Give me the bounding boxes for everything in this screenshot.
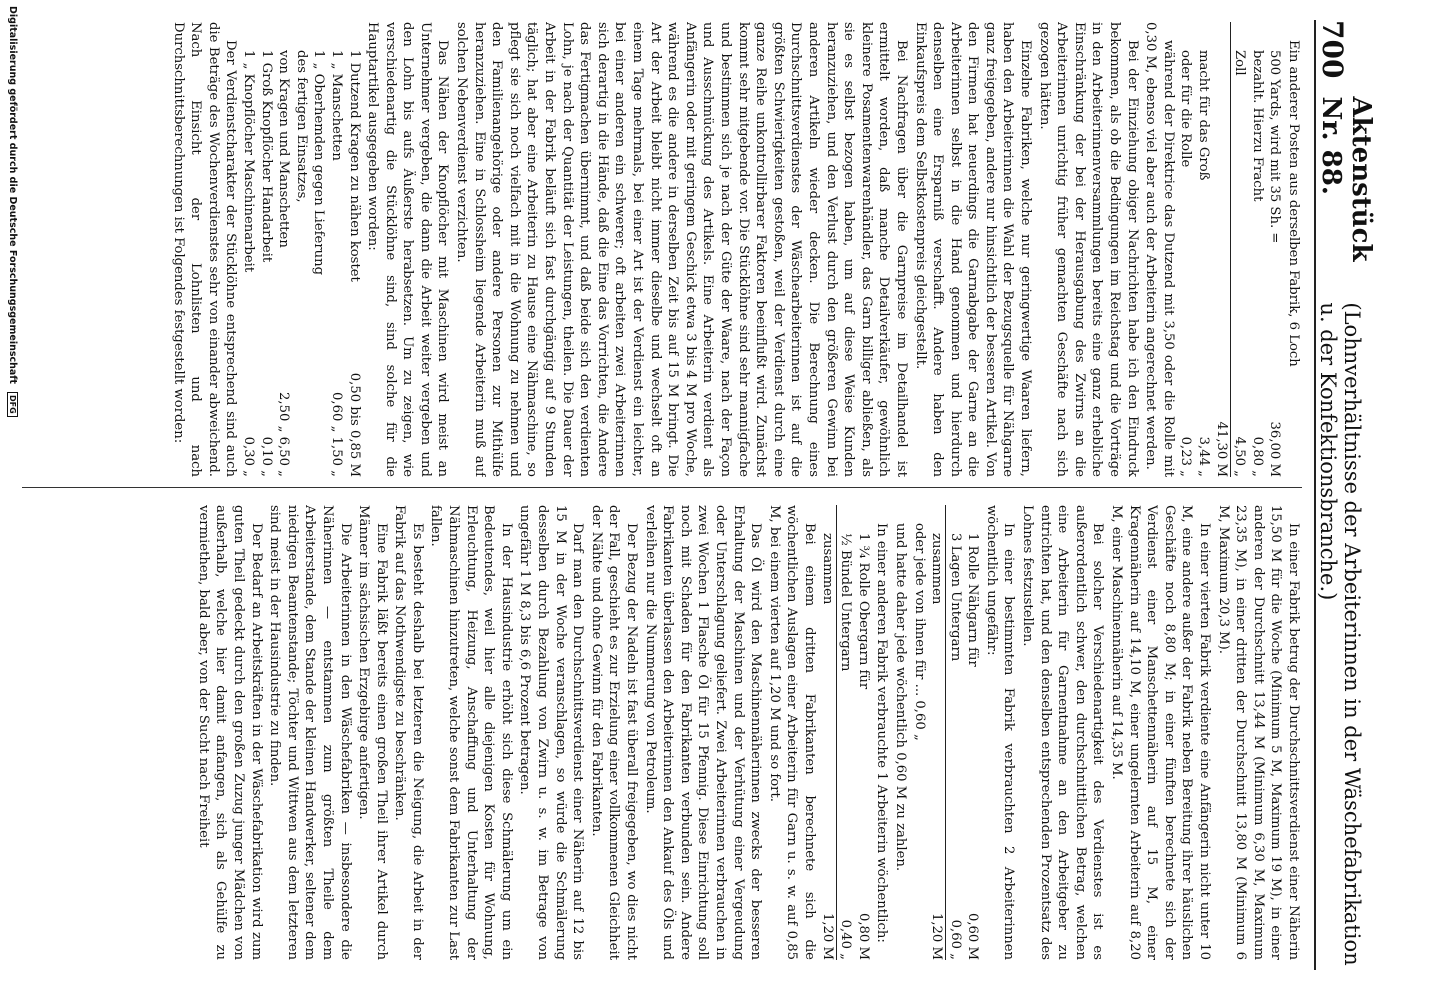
paragraph: Die Arbeiterinnen in den Wäschefabriken — insbesondere die Näherinnen — entstammen zum größten Theile dem Arbeiterstande, dem Stande der kleinen Handwerker, seltener dem niedrigen Beamtenstande; Töchter und Wittwen aus dem letzteren sind meist in der Hausindustrie zu finden.: [267, 505, 353, 960]
paragraph: Der Bezug der Nadeln ist fast überall freigegeben, wo dies nicht der Fall, geschieht es zur Erzielung einer vollkommenen Gleichheit der Nähte und ohne Gewinn für den Fabrikanten.: [588, 505, 640, 960]
dfg-logo: DFG: [8, 392, 19, 417]
ledger-label: 3 Lagen Untergarn: [947, 533, 963, 662]
paragraph: In einer anderen Fabrik verbrauchte 1 Arbeiterin wöchentlich:: [874, 523, 890, 943]
paragraph: während der Direktrice das Dutzend mit 3,50 oder die Rolle mit 0,30 M, ebenso viel aber auch der Arbeiterin angerechnet werden.: [1143, 22, 1176, 477]
paragraph: Der Verdienstcharakter der Stücklöhne entsprechend sind auch die Beträge des Wochenverdienstes sehr von einander abweichend. Nach Einsicht der Lohnlisten und nach Durchschnittsberechnungen ist Folgendes festgestellt worden:: [170, 22, 239, 477]
ledger-value: 0,50 bis 0,85 M: [346, 372, 362, 477]
ledger-label: des fertigen Einsatzes,: [293, 50, 309, 203]
paragraph: Bei einem dritten Fabrikanten berechnete sich die wöchentlichen Auslagen einer Arbeiterin für Garn u. s. w. auf 0,85 M, bei einem vierten auf 1,20 M und so fort.: [766, 505, 817, 960]
ledger-value: 2,50 „ 6,50 „: [276, 392, 292, 477]
ledger-label: 500 Yards, wird mit 35 Sh. =: [1267, 50, 1283, 244]
issue-title: Aktenstück Nr. 88.: [1316, 96, 1376, 262]
ledger-row: [257, 22, 275, 477]
ledger-label: 1 „ Knopflöcher Maschinenarbeit: [240, 50, 256, 273]
ledger-value: 0,30 „: [240, 436, 256, 477]
paragraph: Es besteht deshalb bei letzteren die Neigung, die Arbeit in der Fabrik auf das Nothwendigste zu beschränken.: [392, 505, 425, 960]
ledger-label: 1 „ Manschetten: [328, 50, 344, 161]
column-divider: [22, 487, 1302, 488]
paragraph: Das Öl wird den Maschinennäherinnen zwecks der besseren Erhaltung der Maschinen und der Verhütung einer Vergeudung oder Unterschlagung geliefert. Zwei Arbeiterinnen verbrauchen in zwei Wochen 1 Flasche Öl für 15 Pfennig. Diese Einrichtung soll noch mit Schaden für den Fabrikanten verbunden sein. Andere Fabrikanten überlassen den Arbeiterinnen den Ankauf des Öls und verleihen nur die Nummerung von Petroleum.: [642, 505, 764, 960]
ledger-row: [1248, 22, 1266, 477]
paragraph: oder jede von ihnen für ... 0,60 „: [911, 523, 927, 741]
ledger-value: 36,00 M: [1267, 421, 1283, 477]
sum-row: [928, 505, 947, 960]
ledger-row: [292, 22, 310, 477]
ledger-label: oder für die Rolle: [1178, 50, 1194, 168]
ledger-row: [327, 22, 345, 477]
ledger-row: [854, 505, 872, 960]
ledger-value: 1,20 M: [929, 912, 945, 960]
paragraph: In einer vierten Fabrik verdiente eine Anfängerin nicht unter 10 M, eine andere außer der Fabrik neben Bereitung ihrer häuslichen Geschäfte noch 8,80 M; in einer fünften berechnete sich der Verdienst einer Manschettennäherin auf 15 M, einer Kragennäherin auf 14,10 M, einer ungelernten Arbeiterin auf 8,20 M, einer Maschinennäherin auf 14,35 M.: [1109, 505, 1213, 960]
ledger-value: 41,30 M: [1213, 421, 1229, 477]
paragraph: Einzelne Fabriken, welche nur geringwertige Waaren liefern, haben den Arbeiterinnen die Wahl der Bezugsquelle für Nähgarne ganz freigegeben, andere nur hinsichtlich der besseren Artikel. Von den Firmen hat neuerdings die Garnabgabe der Garne an die Arbeiterinnen selbst in die Hand genommen und hierdurch denselben eine Ersparniß verschafft. Andere haben den Einkaufspreis dem Selbstkostenpreis gleichgestellt.: [912, 22, 1034, 477]
ledger-value: [310, 387, 328, 477]
paragraph: Ein anderer Posten aus derselben Fabrik, 6 Loch: [1286, 40, 1301, 367]
paragraph: Bei Nachfragen über die Garnpreise im Detailhandel ist ermittelt worden, daß manche Detailverkäufer, gewöhnlich kleinere Posamentenwarenhändler, das Garn billiger abließen, als sie es selbst bezogen haben, um auf diese Weise Kunden heranzuziehen, und den Verlust durch den größeren Gewinn bei anderen Artikeln wieder decken. Die Berechnung eines Durchschnittsverdienstes der Wäschearbeiterinnen ist auf die größten Schwierigkeiten gestoßen, weil der Verdienst durch eine ganze Reihe unkontrollirbarer Faktoren beeinflußt wird. Zunächst kommt sehr mitgebende vor. Die Stücklöhne sind sehr mannigfache und bestimmen sich je nach der Güte der Waare, nach der Façon und Ausschmückung des Artikels. Eine Arbeiterin verdient als Anfängerin oder mit geringem Geschick etwa 3 bis 4 M pro Woche, während es die andere in derselben Zeit bis auf 15 M bringt. Die Art der Arbeit bleibt nicht immer dieselbe und wechselt oft an einem Tage mehrmals, bei einer Art ist der Verdienst ein leichter, bei einer anderen ein schwerer; oft arbeiten zwei Arbeiterinnen sich derartig in die Hände, daß die Eine das Vorrichten, die Andere das Fertigmachen übernimmt, und daß beide sich den verdienten Lohn, je nach der Quantität der Leistungen, theilen. Die Dauer der Arbeit in der Fabrik beläuft sich fast durchgängig auf 9 Stunden täglich; hat aber eine Arbeiterin zu Hause eine Nähmaschine, so pflegt sie sich noch vielfach mit in die Wohnung zu nehmen und den Familienangehörige oder andere Personen zur Mithülfe heranzuziehen. Eine in Schlossheim liegende Arbeiterin muß auf solchen Nebenverdienst verzichten.: [454, 22, 909, 477]
paragraph: In der Hausindustrie erhöht sich diese Schmälerung um ein Bedeutendes, weil hier alle diejenigen Kosten für Wohnung, Erleuchtung, Heizung, Anschaffung und Unterhaltung der Nähmaschinen hinzutreten, welche sonst dem Fabrikanten zur Last fallen.: [428, 505, 514, 960]
ledger-value: 0,60 „ 1,50 „: [328, 392, 344, 477]
ledger-row: [1194, 22, 1212, 477]
ledger-label: 1 ¾ Rolle Obergarn für: [855, 533, 871, 690]
paragraph: In einer bestimmten Fabrik verbrauchten 2 Arbeiterinnen wöchentlich ungefähr:: [983, 505, 1017, 960]
ledger-value: 0,60 „: [947, 919, 963, 960]
page-number: 700: [1316, 20, 1349, 79]
ledger-value: 0,80 „: [1249, 436, 1265, 477]
digitization-credit: Digitalisierung gefördert durch die Deutsche Forschungsgemeinschaft: [7, 6, 19, 384]
ledger-label: bezahlt. Hierzu Fracht: [1249, 50, 1265, 202]
paragraph: Darf man den Durchschnittsverdienst einer Näherin auf 12 bis 15 M in der Woche veranschlagen, so würde die Schmälerung desselben durch Bezahlung von Zwirn u. s. w. im Betrage von ungefähr 1 M 8,3 bis 6,6 Prozent betragen.: [517, 505, 586, 960]
sum-row: [1212, 22, 1231, 477]
ledger-label: zusammen: [819, 533, 835, 605]
ledger-label: 1 Rolle Nähgarn für: [965, 533, 981, 667]
ledger-value: [292, 387, 310, 477]
paragraph: In einer Fabrik betrug der Durchschnittsverdienst einer Näherin 15,50 M für die Woche (Minimum 5 M, Maximum 19 M), in einer anderen der Durchschnitt 13,44 M (Minimum 6,30 M, Maximum 23,35 M), in einer dritten der Durchschnitt 13,80 M (Minimum 6 M, Maximum 20,3 M).: [1215, 505, 1301, 960]
ledger-row: [946, 505, 964, 960]
ledger-value: 0,10 „: [258, 436, 274, 477]
ledger-row: [837, 505, 855, 960]
ledger-row: [964, 505, 982, 960]
ledger-row: [275, 22, 293, 477]
right-text-column: [22, 505, 1302, 960]
ledger-row: [345, 22, 363, 477]
ledger-label: ½ Bündel Untergarn: [838, 533, 854, 672]
paragraph: und hatte daher jede wöchentlich 0,60 M zu zahlen.: [892, 523, 908, 872]
page-footer: [6, 0, 20, 1000]
ledger-row: [1266, 22, 1284, 477]
paragraph: Das Nähen der Knopflöcher mit Maschinen wird meist an Unternehmer vergeben, die dann die Arbeit weiter vergeben und den Lohn bis aufs Äußerste herabsetzen. Um zu zeigen, wie verschiedenartig die Stücklöhne sind, sind solche für die Hauptartikel ausgegeben worden:: [365, 22, 451, 477]
page-topic: (Lohnverhältnisse der Arbeiterinnen in der Wäschefabrikation u. der Konfektionsbranche.): [1316, 302, 1364, 966]
ledger-label: 1 Groß Knopflöcher Handarbeit: [258, 50, 274, 263]
paragraph: Eine Fabrik läßt bereits einen großen Theil ihrer Artikel durch Männer im sächsischen Erzgebirge anfertigen.: [356, 505, 389, 960]
ledger-row: [239, 22, 257, 477]
ledger-value: 0,40 „: [838, 919, 854, 960]
paragraph: Bei solcher Verschiedenartigkeit des Verdienstes ist es außerordentlich schwer, den durchschnittlichen Betrag, welchen eine Arbeiterin für Garnentnahme an den Arbeitgeber zu entrichten hat, und den denselben entsprechenden Prozentsatz des Lohnes festzustellen.: [1020, 505, 1106, 960]
ledger-value: 1,20 M: [819, 912, 835, 960]
paragraph: Der Bedarf an Arbeitskräften in der Wäschefabrikation wird zum guten Theil gedeckt durch den großen Zuzug junger Mädchen von außerhalb, welche hier damit anfangen, sich als Gehülfe zu vermiethen, bald aber, von der Sucht nach Freiheit: [195, 505, 264, 960]
ledger-label: 1 Dutzend Kragen zu nähen kostet: [346, 50, 362, 282]
ledger-label: macht für das Groß: [1196, 50, 1212, 181]
ledger-value: 0,80 M: [855, 912, 871, 960]
ledger-label: zusammen: [929, 533, 945, 605]
ledger-row: [310, 22, 328, 477]
ledger-label: von Kragen und Manschetten: [276, 50, 292, 248]
ledger-label: 1 „ Oberhemden gegen Lieferung: [311, 50, 327, 276]
ledger-value: 3,44 „: [1196, 436, 1212, 477]
paragraph: Bei der Einziehung obiger Nachrichten habe ich den Eindruck bekommen, als ob die Bedingungen im Reichstag und die Vorträge in den Arbeiterinnenversammlungen bereits eine ganz erhebliche Einschränkung der bei der Herausgabung des Zwirns an die Arbeiterinnen unrichtig früher gemachten Geschäfte nach sich gezogen hätten.: [1036, 22, 1140, 477]
ledger-row: [1177, 22, 1195, 477]
ledger-label: Zoll: [1232, 50, 1248, 76]
ledger-row: [1231, 22, 1249, 477]
left-text-column: [22, 22, 1302, 477]
ledger-label: [1212, 22, 1230, 50]
ledger-value: 4,50 „: [1232, 436, 1248, 477]
ledger-value: 0,23 „: [1178, 436, 1194, 477]
sum-row: [818, 505, 837, 960]
ledger-value: 0,60 M: [965, 912, 981, 960]
page-header: [1314, 20, 1376, 970]
